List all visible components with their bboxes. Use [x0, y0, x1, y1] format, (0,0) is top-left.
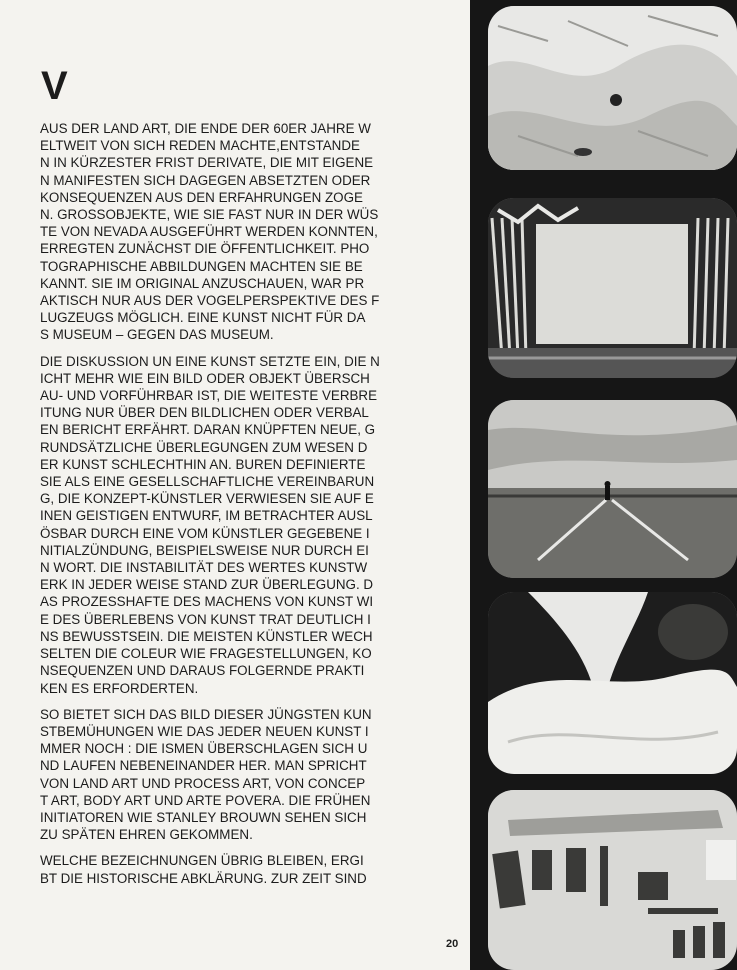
text-line: ERK IN JEDER WEISE STAND ZUR ÜBERLEGUNG. D: [40, 577, 374, 593]
text-line: AS PROZESSHAFTE DES MACHENS VON KUNST WI: [40, 594, 374, 610]
text-line: KANNT. SIE IM ORIGINAL ANZUSCHAUEN, WAR PR: [40, 275, 365, 291]
text-line: KEN ES ERFORDERTEN.: [40, 680, 199, 696]
photo-frame-5: [488, 790, 737, 970]
paragraph-3: [40, 706, 396, 844]
text-line: STBEMÜHUNGEN WIE DAS JEDER NEUEN KUNST I: [40, 723, 369, 739]
text-line: RUNDSÄTZLICHE ÜBERLEGUNGEN ZUM WESEN D: [40, 439, 368, 455]
text-line: KONSEQUENZEN AUS DEN ERFAHRUNGEN ZOGE: [40, 189, 363, 205]
body-text-column: [40, 120, 396, 896]
text-line: AU- UND VORFÜHRBAR IST, DIE WEITESTE VERBRE: [40, 388, 378, 404]
text-line: SIE ALS EINE GESELLSCHAFTLICHE VEREINBARUN: [40, 474, 375, 490]
text-line: WELCHE BEZEICHNUNGEN ÜBRIG BLEIBEN, ERGI: [40, 853, 364, 869]
text-line: N WORT. DIE INSTABILITÄT DES WERTES KUNSTW: [40, 560, 368, 576]
text-line: NS BEWUSSTSEIN. DIE MEISTEN KÜNSTLER WECH: [40, 628, 373, 644]
text-line: N. GROSSOBJEKTE, WIE SIE FAST NUR IN DER WÜS: [40, 207, 379, 223]
chapter-letter: V: [41, 64, 68, 108]
text-line: TOGRAPHISCHE ABBILDUNGEN MACHTEN SIE BE: [40, 258, 363, 274]
text-line: NITIALZÜNDUNG, BEISPIELSWEISE NUR DURCH EI: [40, 542, 369, 558]
text-line: ND LAUFEN NEBENEINANDER HER. MAN SPRICHT: [40, 758, 367, 774]
text-line: NSEQUENZEN UND DARAUS FOLGERNDE PRAKTI: [40, 663, 365, 679]
text-line: E DES ÜBERLEBENS VON KUNST TRAT DEUTLICH I: [40, 611, 371, 627]
text-line: BT DIE HISTORISCHE ABKLÄRUNG. ZUR ZEIT SIND: [40, 870, 367, 886]
photo-frame-2: [488, 198, 737, 378]
text-line: VON LAND ART UND PROCESS ART, VON CONCEP: [40, 775, 366, 791]
text-line: TE VON NEVADA AUSGEFÜHRT WERDEN KONNTEN,: [40, 224, 378, 240]
text-line: SELTEN DIE COLEUR WIE FRAGESTELLUNGEN, KO: [40, 646, 372, 662]
photo-frame-1: [488, 6, 737, 170]
text-line: DIE DISKUSSION UN EINE KUNST SETZTE EIN, DIE N: [40, 353, 380, 369]
page-number: 20: [446, 938, 459, 950]
text-line: ICHT MEHR WIE EIN BILD ODER OBJEKT ÜBERSCH: [40, 370, 370, 386]
text-line: INEN GEISTIGEN ENTWURF, IM BETRACHTER AUSL: [40, 508, 373, 524]
text-line: EN BERICHT ERFÄHRT. DARAN KNÜPFTEN NEUE, G: [40, 422, 376, 438]
photo-filmstrip: [470, 0, 737, 970]
text-line: LUGZEUGS MÖGLICH. EINE KUNST NICHT FÜR DA: [40, 310, 366, 326]
text-line: AUS DER LAND ART, DIE ENDE DER 60ER JAHRE W: [40, 121, 371, 136]
text-line: ÖSBAR DURCH EINE VOM KÜNSTLER GEGEBENE I: [40, 525, 370, 541]
photo-frame-4: [488, 592, 737, 774]
text-line: ERREGTEN ZUNÄCHST DIE ÖFFENTLICHKEIT. PHO: [40, 241, 370, 257]
text-line: N IN KÜRZESTER FRIST DERIVATE, DIE MIT EIGENE: [40, 155, 374, 171]
text-line: MMER NOCH : DIE ISMEN ÜBERSCHLAGEN SICH U: [40, 741, 368, 757]
text-line: ER KUNST SCHLECHTHIN AN. BUREN DEFINIERTE: [40, 456, 366, 472]
photo-frame-3: [488, 400, 737, 578]
text-line: N MANIFESTEN SICH DAGEGEN ABSETZTEN ODER: [40, 172, 371, 188]
paragraph-1: [40, 120, 396, 344]
paragraph-2: [40, 353, 396, 697]
text-line: T ART, BODY ART UND ARTE POVERA. DIE FRÜHEN: [40, 792, 371, 808]
text-line: INITIATOREN WIE STANLEY BROUWN SEHEN SICH: [40, 809, 367, 825]
text-line: ITUNG NUR ÜBER DEN BILDLICHEN ODER VERBAL: [40, 405, 369, 421]
text-line: AKTISCH NUR AUS DER VOGELPERSPEKTIVE DES F: [40, 293, 380, 309]
text-line: ZU SPÄTEN EHREN GEKOMMEN.: [40, 827, 253, 843]
text-line: SO BIETET SICH DAS BILD DIESER JÜNGSTEN KUN: [40, 706, 372, 722]
text-line: G, DIE KONZEPT-KÜNSTLER VERWIESEN SIE AUF E: [40, 491, 374, 507]
paragraph-4: [40, 852, 396, 886]
text-line: ELTWEIT VON SICH REDEN MACHTE,ENTSTANDE: [40, 138, 360, 154]
text-line: S MUSEUM – GEGEN DAS MUSEUM.: [40, 327, 274, 343]
